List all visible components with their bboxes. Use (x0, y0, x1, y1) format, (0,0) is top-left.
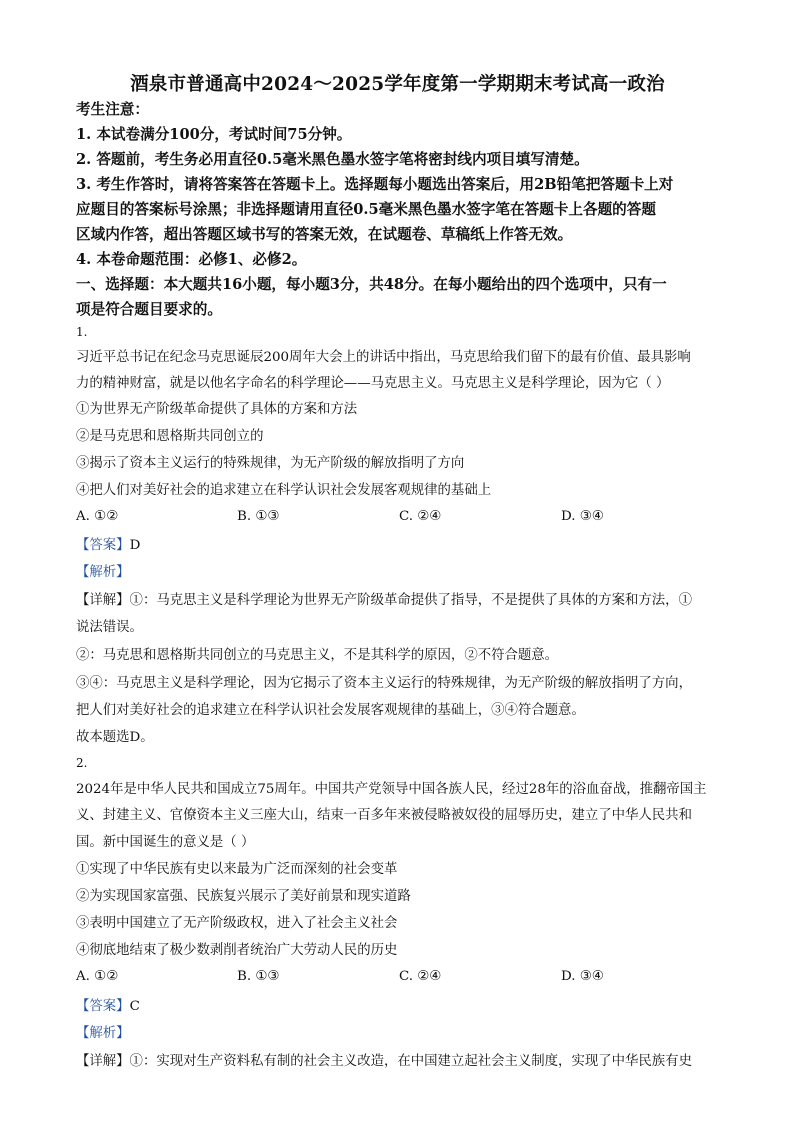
statement: ②是马克思和恩格斯共同创立的 (76, 429, 264, 444)
notice-item: 4. 本卷命题范围：必修1、必修2。 (76, 251, 307, 268)
answer-value: C (129, 999, 140, 1014)
detail-line: 【详解】①：实现对生产资料私有制的社会主义改造，在中国建立起社会主义制度，实现了中华民族有史 (76, 1054, 692, 1069)
options-row (76, 969, 721, 989)
section-heading: 一、选择题：本大题共16小题，每小题3分，共48分。在每小题给出的四个选项中，只有一 (76, 276, 667, 293)
question-stem: 2024年是中华人民共和国成立75周年。中国共产党领导中国各族人民，经过28年的浴血奋战，推翻帝国主 (76, 782, 707, 797)
notice-item: 3. 考生作答时，请将答案答在答题卡上。选择题每小题选出答案后，用2B铅笔把答题卡上对 (76, 176, 674, 193)
question-stem: 义、封建主义、官僚资本主义三座大山，结束一百多年来被侵略被奴役的屈辱历史，建立了中华人民共和 (76, 808, 692, 823)
detail-line: ③④：马克思主义是科学理论，因为它揭示了资本主义运行的特殊规律，为无产阶级的解放指明了方向， (76, 676, 692, 691)
answer-value: D (129, 538, 141, 553)
option-b: B. ①③ (237, 969, 280, 984)
question-number: 2. (76, 756, 88, 770)
analysis-label: 【解析】 (76, 565, 130, 580)
options-row (76, 509, 721, 529)
answer-label: 【答案】 (76, 538, 130, 553)
notice-item: 2. 答题前，考生务必用直径0.5毫米黑色墨水签字笔将密封线内项目填写清楚。 (76, 151, 589, 168)
option-c: C. ②④ (399, 969, 442, 984)
statement: ②为实现国家富强、民族复兴展示了美好前景和现实道路 (76, 889, 411, 904)
analysis-label: 【解析】 (76, 1026, 130, 1041)
statement: ①实现了中华民族有史以来最为广泛而深刻的社会变革 (76, 862, 398, 877)
answer-line (76, 997, 721, 1017)
option-b: B. ①③ (237, 509, 280, 524)
question-stem: 习近平总书记在纪念马克思诞辰200周年大会上的讲话中指出，马克思给我们留下的最有价值、最具影响 (76, 350, 691, 365)
detail-line: ②：马克思和恩格斯共同创立的马克思主义，不是其科学的原因，②不符合题意。 (76, 648, 559, 663)
question-number: 1. (76, 325, 88, 339)
option-a: A. ①② (76, 969, 119, 984)
answer-label: 【答案】 (76, 999, 130, 1014)
detail-line: 故本题选D。 (76, 730, 154, 745)
notice-item: 区域内作答，超出答题区域书写的答案无效，在试题卷、草稿纸上作答无效。 (76, 226, 573, 243)
detail-line: 把人们对美好社会的追求建立在科学认识社会发展客观规律的基础上，③④符合题意。 (76, 703, 585, 718)
notice-item: 应题目的答案标号涂黑；非选择题请用直径0.5毫米黑色墨水签字笔在答题卡上各题的答题 (76, 201, 656, 218)
notice-heading: 考生注意： (76, 101, 149, 118)
statement: ④把人们对美好社会的追求建立在科学认识社会发展客观规律的基础上 (76, 483, 492, 498)
notice-item: 1. 本试卷满分100分，考试时间75分钟。 (76, 126, 352, 143)
statement: ③表明中国建立了无产阶级政权，进入了社会主义社会 (76, 916, 398, 931)
statement: ④彻底地结束了极少数剥削者统治广大劳动人民的历史 (76, 943, 398, 958)
detail-line: 说法错误。 (76, 620, 143, 635)
question-stem: 力的精神财富，就是以他名字命名的科学理论——马克思主义。马克思主义是科学理论，因为它（ ） (76, 376, 670, 391)
statement: ③揭示了资本主义运行的特殊规律，为无产阶级的解放指明了方向 (76, 456, 465, 471)
section-heading: 项是符合题目要求的。 (76, 301, 222, 318)
option-d: D. ③④ (561, 969, 604, 984)
statement: ①为世界无产阶级革命提供了具体的方案和方法 (76, 402, 358, 417)
detail-line: 【详解】①：马克思主义是科学理论为世界无产阶级革命提供了指导，不是提供了具体的方案和方法，① (76, 593, 692, 608)
page-title: 酒泉市普通高中2024～2025学年度第一学期期末考试高一政治 (130, 74, 665, 95)
question-stem: 国。新中国诞生的意义是（ ） (76, 835, 255, 850)
option-a: A. ①② (76, 509, 119, 524)
option-d: D. ③④ (561, 509, 604, 524)
answer-line (76, 536, 721, 556)
option-c: C. ②④ (399, 509, 442, 524)
